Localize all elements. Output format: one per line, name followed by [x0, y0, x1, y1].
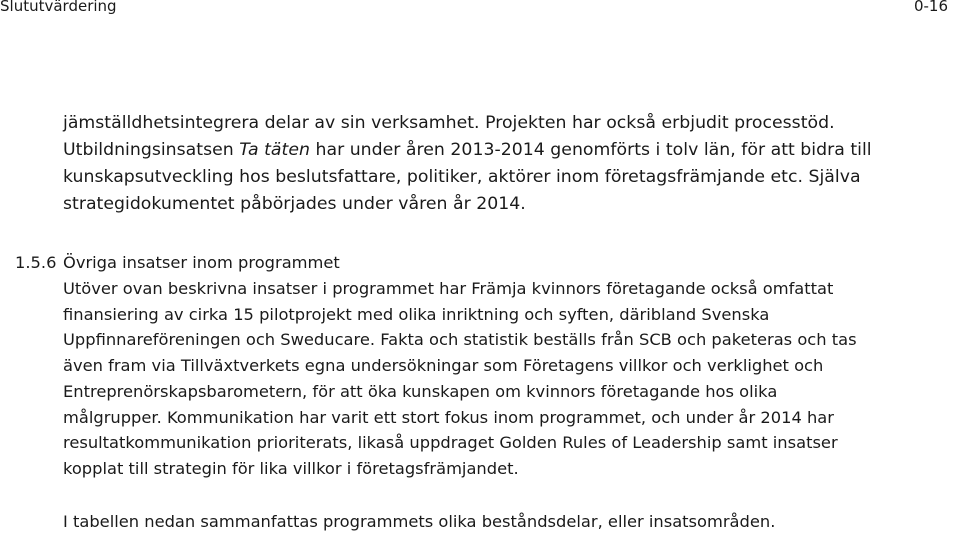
- paragraph-line: [63, 137, 943, 164]
- text-segment: har under åren 2013-2014 genomförts i tolv län, för att bidra till: [309, 140, 872, 160]
- paragraph-line: resultatkommunikation prioriterats, likaså uppdraget Golden Rules of Leadership samt insatser: [63, 433, 838, 453]
- section-heading: [15, 250, 340, 276]
- paragraph-line: även fram via Tillväxtverkets egna undersökningar som Företagens villkor och verklighet och: [63, 356, 824, 376]
- text-segment: Utbildningsinsatsen: [63, 140, 240, 160]
- paragraph-line: Entreprenörskapsbarometern, för att öka kunskapen om kvinnors företagande hos olika: [63, 381, 778, 401]
- paragraph-line: målgrupper. Kommunikation har varit ett stort fokus inom programmet, och under år 2014 har: [63, 407, 834, 427]
- paragraph-other-efforts: [63, 276, 948, 482]
- paragraph-line: Utöver ovan beskrivna insatser i programmet har Främja kvinnors företagande också omfattat: [63, 279, 834, 298]
- paragraph-line: strategidokumentet påbörjades under våren år 2014.: [63, 194, 526, 214]
- section-number: 1.5.6: [15, 253, 57, 272]
- paragraph-line: jämställdhetsintegrera delar av sin verksamhet. Projekten har också erbjudit processtöd.: [63, 113, 835, 133]
- page-number: 0-16: [913, 0, 948, 15]
- paragraph-line: kunskapsutveckling hos beslutsfattare, politiker, aktörer inom företagsfrämjande etc. Själva: [63, 167, 861, 187]
- paragraph-line: finansiering av cirka 15 pilotprojekt med olika inriktning och syften, däribland Svenska: [63, 304, 770, 324]
- paragraph-intro: [63, 110, 943, 218]
- closing-sentence: I tabellen nedan sammanfattas programmets olika beståndsdelar, eller insatsområden.: [63, 512, 776, 531]
- running-header-title: Slututvärdering: [0, 0, 117, 15]
- section-title: Övriga insatser inom programmet: [63, 253, 340, 272]
- paragraph-line: kopplat till strategin för lika villkor i företagsfrämjandet.: [63, 458, 519, 478]
- italic-course-name: Ta täten: [239, 140, 310, 160]
- paragraph-line: Uppfinnareföreningen och Sweducare. Fakta och statistik beställs från SCB och paketeras och tas: [63, 330, 857, 350]
